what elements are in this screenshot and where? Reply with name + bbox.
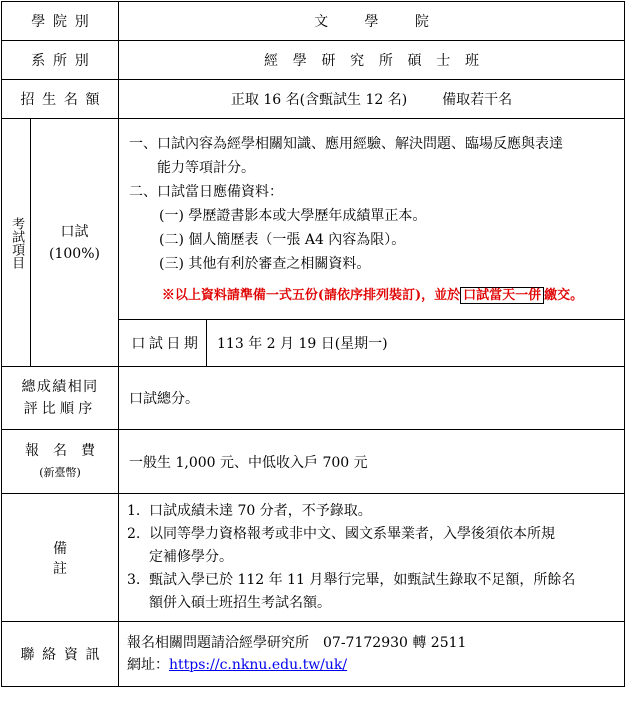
fee-sublabel: (新臺幣) [39, 465, 81, 479]
tiebreak-value: 口試總分。 [119, 367, 625, 430]
exam-date-value: 113 年 2 月 19 日(星期一) [207, 320, 625, 367]
college-value: 文學院 [119, 2, 625, 41]
exam-item-1: 一、口試內容為經學相關知識、應用經驗、解決問題、臨場反應與表達 [129, 136, 564, 152]
exam-subject-label: 口試 [60, 223, 89, 240]
exam-content [119, 119, 625, 320]
exam-row [2, 119, 625, 320]
contact-label: 聯絡資訊 [2, 622, 119, 687]
college-label: 學院別 [2, 2, 119, 41]
dept-value: 經學研究所碩士班 [119, 41, 625, 80]
tiebreak-label-line2: 評比順序 [23, 401, 97, 417]
warning-text: ※以上資料請準備一式五份(請依序排列裝訂)，並於 [161, 288, 461, 303]
remark-item: 2. 以同等學力資格報考或非中文、國文系畢業者，入學後須依本所規 定補修學分。 [127, 526, 556, 565]
exam-sub-2: (二) 個人簡歷表（一張 A4 內容為限）。 [159, 232, 406, 248]
contact-web [127, 654, 616, 676]
exam-warning [129, 284, 616, 308]
warning-boxed-text: 口試當天一併 [460, 287, 544, 304]
warning-text-end: 繳交。 [544, 288, 584, 303]
contact-line: 報名相關問題請洽經學研究所 07-7172930 轉 2511 [127, 635, 467, 651]
web-label: 網址： [127, 657, 170, 673]
quota-extra: 備取若干名 [442, 92, 513, 108]
dept-label: 系所別 [2, 41, 119, 80]
exam-category [2, 119, 31, 367]
remarks-label: 備註 [2, 494, 119, 622]
tiebreak-label-line1: 總成績相同 [21, 379, 99, 395]
exam-item-2: 二、口試當日應備資料： [129, 184, 284, 200]
exam-weight: (100%) [49, 245, 100, 262]
college-row [2, 2, 625, 41]
remark-item: 3. 甄試入學已於 112 年 11 月舉行完畢，如甄試生錄取不足額，所餘名 額併入碩士班招生考試名額。 [127, 572, 576, 611]
quota-row [2, 80, 625, 119]
tiebreak-label [2, 367, 119, 430]
quota-cell [119, 80, 625, 119]
exam-item-1-cont: 能力等項計分。 [157, 160, 256, 176]
tiebreak-row [2, 367, 625, 430]
fee-value: 一般生 1,000 元、中低收入戶 700 元 [119, 430, 625, 494]
admission-table [1, 1, 625, 687]
fee-label [2, 430, 119, 494]
fee-row [2, 430, 625, 494]
exam-subject [31, 119, 119, 367]
fee-label-text: 報名費 [25, 442, 109, 459]
remarks-row [2, 494, 625, 622]
remark-item: 1. 口試成績未達 70 分者，不予錄取。 [127, 503, 372, 519]
exam-category-label: 考試項目 [9, 216, 25, 269]
contact-row [2, 622, 625, 687]
remarks-content [119, 494, 625, 622]
contact-content [119, 622, 625, 687]
quota-value: 正取 16 名(含甄試生 12 名) [230, 92, 408, 108]
website-link[interactable]: https://c.nknu.edu.tw/uk/ [169, 657, 348, 673]
exam-sub-1: (一) 學歷證書影本或大學歷年成績單正本。 [159, 208, 427, 224]
exam-sub-3: (三) 其他有利於審查之相關資料。 [159, 256, 371, 272]
exam-date-label: 口試日期 [119, 320, 207, 367]
dept-row [2, 41, 625, 80]
quota-label: 招生名額 [2, 80, 119, 119]
